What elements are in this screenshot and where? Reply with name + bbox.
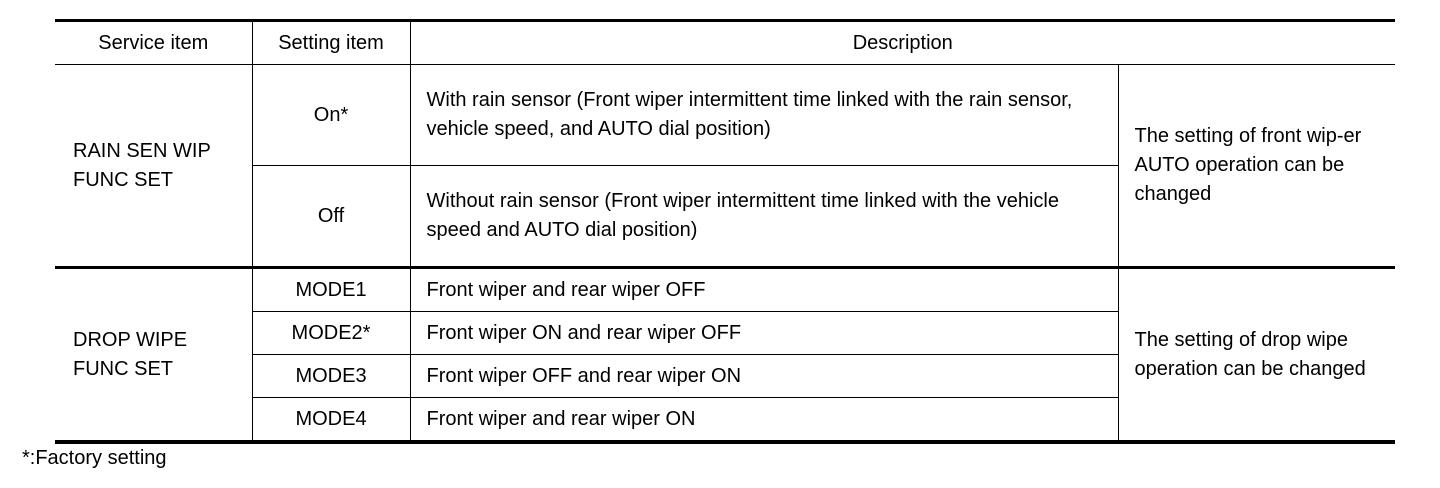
description-text: Front wiper and rear wiper ON xyxy=(410,398,1118,443)
setting-value: Off xyxy=(252,166,410,268)
header-setting-item: Setting item xyxy=(252,21,410,65)
setting-value: MODE4 xyxy=(252,398,410,443)
table-header xyxy=(55,21,1395,65)
description-text: Front wiper and rear wiper OFF xyxy=(410,268,1118,312)
service-item-drop-wipe: DROP WIPE FUNC SET xyxy=(73,328,188,380)
table-row xyxy=(55,268,1395,312)
note-drop-wipe: The setting of drop wipe operation can be changed xyxy=(1134,328,1366,380)
description-text: Front wiper OFF and rear wiper ON xyxy=(410,355,1118,398)
setting-value: MODE3 xyxy=(252,355,410,398)
description-text: Without rain sensor (Front wiper intermittent time linked with the vehicle speed and AUTO dial position) xyxy=(426,190,1059,241)
table-body xyxy=(55,65,1395,443)
setting-value: MODE1 xyxy=(252,268,410,312)
footnote-factory-setting: *:Factory setting xyxy=(22,447,167,469)
service-item-rain-sen-wip: RAIN SEN WIP FUNC SET xyxy=(73,139,211,191)
service-settings-table xyxy=(55,19,1395,444)
table-row xyxy=(55,65,1395,166)
description-text: Front wiper ON and rear wiper OFF xyxy=(410,312,1118,355)
description-text: With rain sensor (Front wiper intermittent time linked with the rain sensor, vehicle speed, and AUTO dial position) xyxy=(426,89,1073,140)
header-row xyxy=(55,21,1395,65)
note-rain-sen-wip: The setting of front wip-er AUTO operation can be changed xyxy=(1134,125,1362,205)
setting-value: MODE2* xyxy=(252,312,410,355)
header-description: Description xyxy=(410,21,1395,65)
header-service-item: Service item xyxy=(55,21,252,65)
setting-value: On* xyxy=(252,65,410,166)
